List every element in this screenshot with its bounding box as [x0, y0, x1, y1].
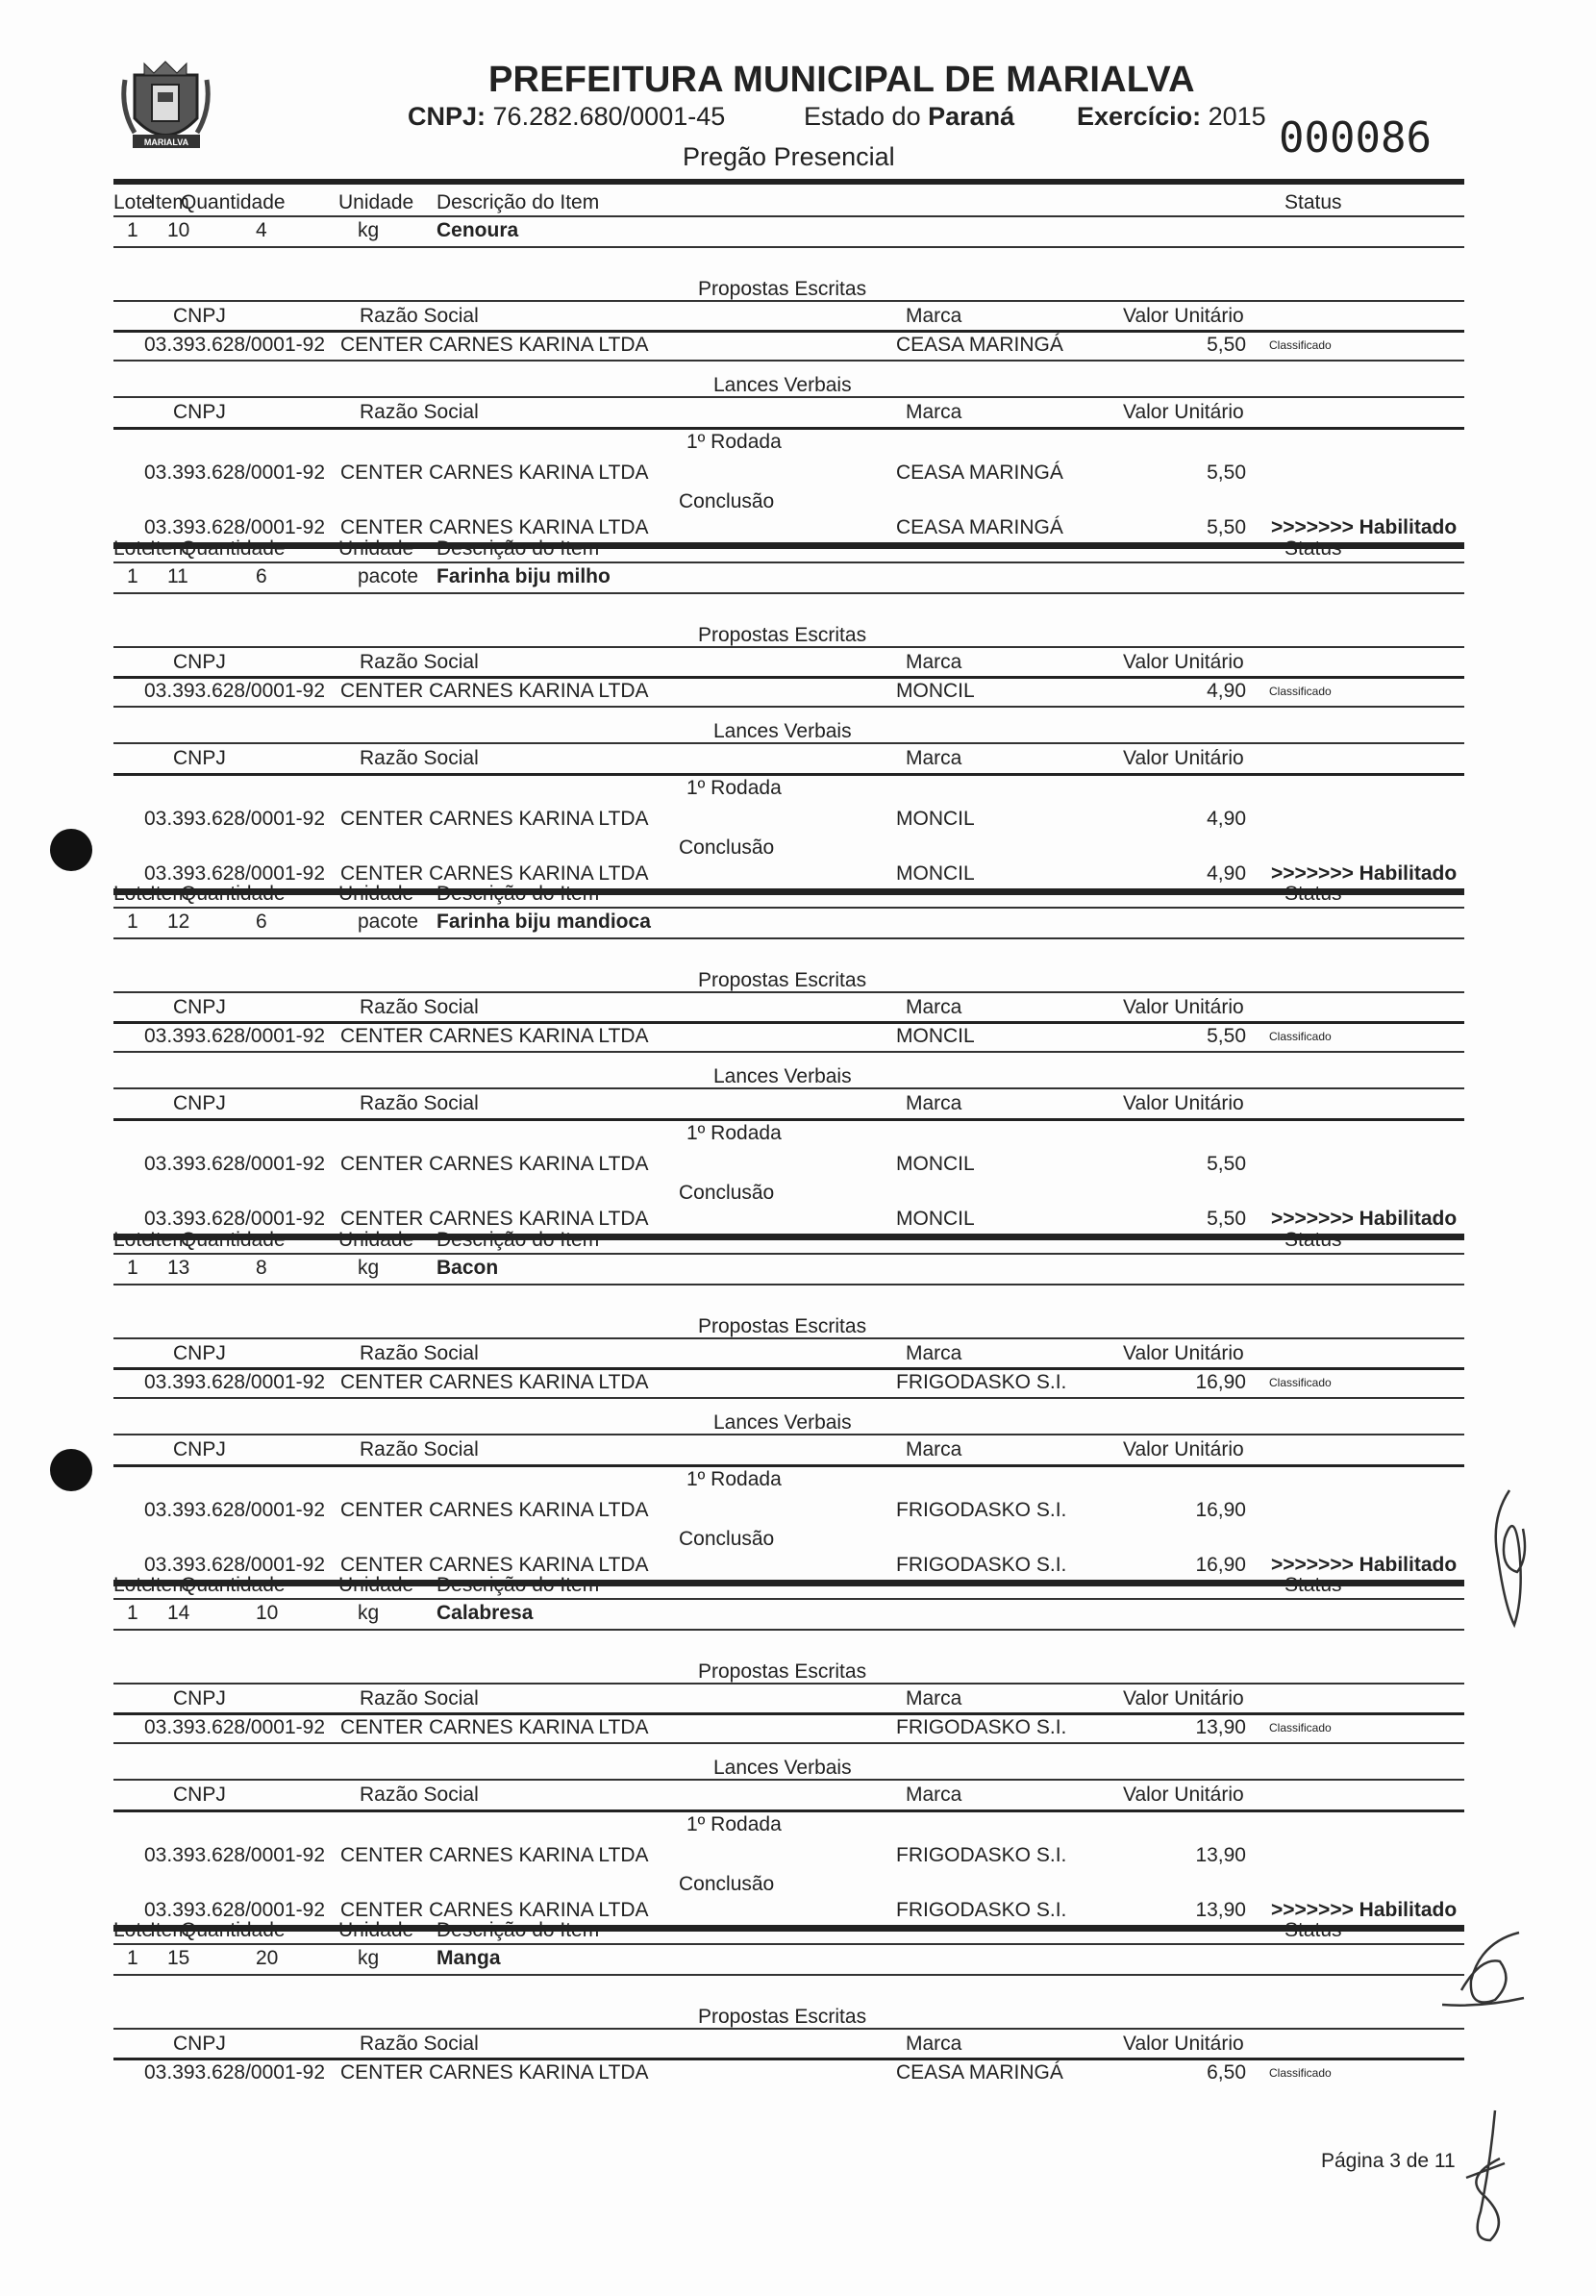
bid-valor: 4,90: [1207, 808, 1246, 830]
bid-razao: CENTER CARNES KARINA LTDA: [340, 1153, 649, 1175]
col-marca-header: Marca: [906, 305, 962, 327]
column-header-row: [113, 1339, 1464, 1368]
page-number: Página 3 de 11: [1321, 2150, 1456, 2172]
col-cnpj-header: CNPJ: [173, 1438, 226, 1460]
bid-marca: MONCIL: [896, 862, 975, 885]
rodada-title: [113, 428, 1464, 457]
item-descricao: Calabresa: [436, 1602, 534, 1624]
col-lote-header: Lote: [113, 537, 153, 560]
exercicio-value: 2015: [1208, 102, 1266, 131]
bid-cnpj: 03.393.628/0001-92: [144, 334, 326, 356]
item-unidade: pacote: [358, 911, 419, 933]
conclusao-title: [113, 834, 1464, 862]
col-quantidade-header: Quantidade: [181, 1919, 286, 1941]
conclusao-label: Conclusão: [679, 490, 775, 512]
rodada-label: 1º Rodada: [686, 777, 782, 799]
item-row: [113, 216, 1464, 245]
bid-cnpj: 03.393.628/0001-92: [144, 1844, 326, 1866]
header-divider: [113, 179, 1464, 185]
bid-valor: 16,90: [1195, 1371, 1246, 1393]
col-cnpj-header: CNPJ: [173, 1342, 226, 1364]
item-header-row: [113, 1226, 1464, 1255]
item-header-row: [113, 535, 1464, 563]
col-cnpj-header: CNPJ: [173, 2033, 226, 2055]
bid-cnpj: 03.393.628/0001-92: [144, 1371, 326, 1393]
status-classificado: Classificado: [1269, 685, 1332, 698]
col-cnpj-header: CNPJ: [173, 1687, 226, 1710]
rodada-title: [113, 1810, 1464, 1839]
bid-razao: CENTER CARNES KARINA LTDA: [340, 334, 649, 356]
bid-marca: CEASA MARINGÁ: [896, 2061, 1063, 2084]
initials-signature: [1442, 1923, 1529, 2029]
col-cnpj-header: CNPJ: [173, 1092, 226, 1114]
propostas-label: Propostas Escritas: [698, 1660, 867, 1683]
lances-label: Lances Verbais: [713, 1411, 852, 1434]
item-unidade: kg: [358, 1602, 380, 1624]
col-marca-header: Marca: [906, 1784, 962, 1806]
bid-row: [113, 805, 1464, 834]
bid-marca: FRIGODASKO S.I.: [896, 1371, 1067, 1393]
bid-razao: CENTER CARNES KARINA LTDA: [340, 516, 649, 538]
item-unidade: kg: [358, 1257, 380, 1279]
col-valor-header: Valor Unitário: [1123, 996, 1244, 1018]
col-item-header: Item: [150, 537, 189, 560]
item-quantidade: 4: [256, 219, 267, 241]
status-habilitado: >>>>>>> Habilitado: [1271, 862, 1458, 885]
col-razao-header: Razão Social: [360, 1092, 479, 1114]
col-item-header: Item: [150, 191, 189, 213]
col-quantidade-header: Quantidade: [181, 1229, 286, 1251]
col-cnpj-header: CNPJ: [173, 747, 226, 769]
divider: [113, 1629, 1464, 1631]
col-item-header: Item: [150, 1574, 189, 1596]
page-title: PREFEITURA MUNICIPAL DE MARIALVA: [488, 60, 1195, 100]
bid-row: [113, 2059, 1464, 2087]
divider: [113, 246, 1464, 248]
item-lote: 1: [127, 1947, 138, 1969]
status-classificado: Classificado: [1269, 2066, 1332, 2080]
item-row: [113, 1944, 1464, 1973]
bid-razao: CENTER CARNES KARINA LTDA: [340, 1554, 649, 1576]
item-lote: 1: [127, 219, 138, 241]
bid-cnpj: 03.393.628/0001-92: [144, 516, 326, 538]
item-unidade: pacote: [358, 565, 419, 587]
propostas-label: Propostas Escritas: [698, 624, 867, 646]
bid-cnpj: 03.393.628/0001-92: [144, 2061, 326, 2084]
bid-razao: CENTER CARNES KARINA LTDA: [340, 1371, 649, 1393]
col-marca-header: Marca: [906, 401, 962, 423]
item-header-row: [113, 188, 1464, 217]
col-item-header: Item: [150, 883, 189, 905]
status-habilitado: >>>>>>> Habilitado: [1271, 1208, 1458, 1230]
col-quantidade-header: Quantidade: [181, 191, 286, 213]
header-exercicio: [1077, 102, 1266, 132]
bid-cnpj: 03.393.628/0001-92: [144, 862, 326, 885]
punch-hole: [50, 829, 92, 871]
bid-razao: CENTER CARNES KARINA LTDA: [340, 1899, 649, 1921]
bid-valor: 5,50: [1207, 516, 1246, 538]
status-habilitado: >>>>>>> Habilitado: [1271, 516, 1458, 538]
divider: [113, 937, 1464, 939]
col-marca-header: Marca: [906, 1438, 962, 1460]
rodada-title: [113, 1465, 1464, 1494]
col-razao-header: Razão Social: [360, 1342, 479, 1364]
lances-label: Lances Verbais: [713, 1065, 852, 1087]
col-descricao-header: Descrição do Item: [436, 1919, 600, 1941]
col-marca-header: Marca: [906, 1687, 962, 1710]
item-quantidade: 8: [256, 1257, 267, 1279]
col-descricao-header: Descrição do Item: [436, 1229, 600, 1251]
item-header-row: [113, 880, 1464, 909]
item-number: 14: [167, 1602, 190, 1624]
conclusao-label: Conclusão: [679, 1873, 775, 1895]
rodada-title: [113, 1119, 1464, 1148]
bid-row: [113, 1368, 1464, 1397]
header-cnpj-line: [408, 102, 725, 132]
bid-valor: 5,50: [1207, 1208, 1246, 1230]
item-header-row: [113, 1571, 1464, 1600]
col-cnpj-header: CNPJ: [173, 401, 226, 423]
propostas-label: Propostas Escritas: [698, 278, 867, 300]
bid-razao: CENTER CARNES KARINA LTDA: [340, 1844, 649, 1866]
bid-valor: 5,50: [1207, 334, 1246, 356]
conclusao-title: [113, 487, 1464, 516]
propostas-label: Propostas Escritas: [698, 969, 867, 991]
bid-valor: 16,90: [1195, 1554, 1246, 1576]
item-row: [113, 1599, 1464, 1628]
conclusao-title: [113, 1179, 1464, 1208]
column-header-row: [113, 1089, 1464, 1118]
lances-label: Lances Verbais: [713, 1757, 852, 1779]
initials-signature: [1481, 1481, 1538, 1635]
item-descricao: Farinha biju mandioca: [436, 911, 651, 933]
item-number: 12: [167, 911, 190, 933]
svg-text:MARIALVA: MARIALVA: [143, 137, 189, 147]
col-quantidade-header: Quantidade: [181, 883, 286, 905]
col-valor-header: Valor Unitário: [1123, 401, 1244, 423]
divider: [113, 1284, 1464, 1285]
item-number: 11: [167, 565, 188, 587]
lances-label: Lances Verbais: [713, 720, 852, 742]
col-unidade-header: Unidade: [338, 1574, 414, 1596]
item-row: [113, 562, 1464, 591]
col-descricao-header: Descrição do Item: [436, 883, 600, 905]
col-status-header: Status: [1284, 883, 1342, 905]
bid-valor: 5,50: [1207, 462, 1246, 484]
conclusao-label: Conclusão: [679, 1182, 775, 1204]
item-descricao: Manga: [436, 1947, 501, 1969]
col-razao-header: Razão Social: [360, 305, 479, 327]
bid-valor: 13,90: [1195, 1716, 1246, 1738]
rodada-label: 1º Rodada: [686, 1813, 782, 1835]
col-status-header: Status: [1284, 1574, 1342, 1596]
divider: [113, 360, 1464, 362]
bid-row: [113, 1150, 1464, 1179]
col-marca-header: Marca: [906, 996, 962, 1018]
col-lote-header: Lote: [113, 191, 153, 213]
bid-row: [113, 1713, 1464, 1742]
coat-of-arms-icon: [115, 56, 216, 157]
col-marca-header: Marca: [906, 1342, 962, 1364]
item-descricao: Cenoura: [436, 219, 519, 241]
bid-marca: MONCIL: [896, 1208, 975, 1230]
exercicio-label: Exercício:: [1077, 102, 1202, 131]
bid-marca: MONCIL: [896, 808, 975, 830]
column-header-row: [113, 993, 1464, 1022]
col-marca-header: Marca: [906, 1092, 962, 1114]
bid-marca: FRIGODASKO S.I.: [896, 1899, 1067, 1921]
conclusao-title: [113, 1870, 1464, 1899]
bid-cnpj: 03.393.628/0001-92: [144, 1499, 326, 1521]
col-unidade-header: Unidade: [338, 537, 414, 560]
cnpj-value: 76.282.680/0001-45: [492, 102, 726, 131]
bid-row: [113, 459, 1464, 487]
item-quantidade: 20: [256, 1947, 279, 1969]
item-quantidade: 10: [256, 1602, 279, 1624]
rodada-title: [113, 774, 1464, 803]
bid-marca: MONCIL: [896, 680, 975, 702]
item-number: 15: [167, 1947, 190, 1969]
bid-row: [113, 677, 1464, 706]
column-header-row: [113, 1685, 1464, 1713]
bid-cnpj: 03.393.628/0001-92: [144, 1716, 326, 1738]
col-descricao-header: Descrição do Item: [436, 1574, 600, 1596]
col-marca-header: Marca: [906, 747, 962, 769]
bid-razao: CENTER CARNES KARINA LTDA: [340, 862, 649, 885]
bid-cnpj: 03.393.628/0001-92: [144, 1899, 326, 1921]
bid-row: [113, 1841, 1464, 1870]
lances-label: Lances Verbais: [713, 374, 852, 396]
col-lote-header: Lote: [113, 883, 153, 905]
bid-razao: CENTER CARNES KARINA LTDA: [340, 808, 649, 830]
item-quantidade: 6: [256, 911, 267, 933]
header-estado: [804, 102, 1014, 132]
bid-marca: FRIGODASKO S.I.: [896, 1499, 1067, 1521]
status-classificado: Classificado: [1269, 338, 1332, 352]
bid-razao: CENTER CARNES KARINA LTDA: [340, 1716, 649, 1738]
divider: [113, 1397, 1464, 1399]
bid-cnpj: 03.393.628/0001-92: [144, 462, 326, 484]
cnpj-label: CNPJ:: [408, 102, 486, 131]
initials-signature: [1452, 2106, 1519, 2250]
col-cnpj-header: CNPJ: [173, 996, 226, 1018]
bid-cnpj: 03.393.628/0001-92: [144, 1025, 326, 1047]
bid-cnpj: 03.393.628/0001-92: [144, 808, 326, 830]
bid-valor: 4,90: [1207, 862, 1246, 885]
bid-row: [113, 1022, 1464, 1051]
column-header-row: [113, 744, 1464, 773]
item-number: 13: [167, 1257, 190, 1279]
item-number: 10: [167, 219, 190, 241]
bid-valor: 5,50: [1207, 1153, 1246, 1175]
bid-valor: 13,90: [1195, 1899, 1246, 1921]
bid-razao: CENTER CARNES KARINA LTDA: [340, 2061, 649, 2084]
bid-marca: CEASA MARINGÁ: [896, 462, 1063, 484]
col-cnpj-header: CNPJ: [173, 305, 226, 327]
col-razao-header: Razão Social: [360, 2033, 479, 2055]
bid-cnpj: 03.393.628/0001-92: [144, 1554, 326, 1576]
bid-razao: CENTER CARNES KARINA LTDA: [340, 1025, 649, 1047]
bid-valor: 5,50: [1207, 1025, 1246, 1047]
item-lote: 1: [127, 1602, 138, 1624]
divider: [113, 1742, 1464, 1744]
col-unidade-header: Unidade: [338, 191, 414, 213]
col-valor-header: Valor Unitário: [1123, 747, 1244, 769]
bid-marca: CEASA MARINGÁ: [896, 334, 1063, 356]
bid-valor: 4,90: [1207, 680, 1246, 702]
col-razao-header: Razão Social: [360, 1784, 479, 1806]
bid-row: [113, 331, 1464, 360]
propostas-label: Propostas Escritas: [698, 2006, 867, 2028]
bid-valor: 16,90: [1195, 1499, 1246, 1521]
col-cnpj-header: CNPJ: [173, 1784, 226, 1806]
bid-marca: FRIGODASKO S.I.: [896, 1844, 1067, 1866]
status-classificado: Classificado: [1269, 1030, 1332, 1043]
bid-cnpj: 03.393.628/0001-92: [144, 1208, 326, 1230]
item-header-row: [113, 1916, 1464, 1945]
bid-razao: CENTER CARNES KARINA LTDA: [340, 1208, 649, 1230]
bid-cnpj: 03.393.628/0001-92: [144, 1153, 326, 1175]
item-unidade: kg: [358, 219, 380, 241]
status-habilitado: >>>>>>> Habilitado: [1271, 1554, 1458, 1576]
bid-row: [113, 1496, 1464, 1525]
estado-prefix: Estado do: [804, 102, 921, 131]
col-razao-header: Razão Social: [360, 651, 479, 673]
bid-razao: CENTER CARNES KARINA LTDA: [340, 680, 649, 702]
punch-hole: [50, 1449, 92, 1491]
modalidade: Pregão Presencial: [683, 142, 895, 171]
status-habilitado: >>>>>>> Habilitado: [1271, 1899, 1458, 1921]
divider: [113, 1974, 1464, 1976]
item-quantidade: 6: [256, 565, 267, 587]
item-descricao: Bacon: [436, 1257, 499, 1279]
col-descricao-header: Descrição do Item: [436, 191, 600, 213]
bid-marca: CEASA MARINGÁ: [896, 516, 1063, 538]
col-valor-header: Valor Unitário: [1123, 1687, 1244, 1710]
col-valor-header: Valor Unitário: [1123, 1438, 1244, 1460]
col-unidade-header: Unidade: [338, 1229, 414, 1251]
col-lote-header: Lote: [113, 1574, 153, 1596]
col-cnpj-header: CNPJ: [173, 651, 226, 673]
col-razao-header: Razão Social: [360, 747, 479, 769]
bid-cnpj: 03.393.628/0001-92: [144, 680, 326, 702]
bid-marca: MONCIL: [896, 1153, 975, 1175]
rodada-label: 1º Rodada: [686, 431, 782, 453]
bid-razao: CENTER CARNES KARINA LTDA: [340, 1499, 649, 1521]
rodada-label: 1º Rodada: [686, 1122, 782, 1144]
col-lote-header: Lote: [113, 1919, 153, 1941]
col-item-header: Item: [150, 1229, 189, 1251]
col-valor-header: Valor Unitário: [1123, 651, 1244, 673]
divider: [113, 1051, 1464, 1053]
col-descricao-header: Descrição do Item: [436, 537, 600, 560]
propostas-label: Propostas Escritas: [698, 1315, 867, 1337]
column-header-row: [113, 2030, 1464, 2059]
col-item-header: Item: [150, 1919, 189, 1941]
col-valor-header: Valor Unitário: [1123, 1342, 1244, 1364]
col-quantidade-header: Quantidade: [181, 537, 286, 560]
col-status-header: Status: [1284, 191, 1342, 213]
divider: [113, 592, 1464, 594]
col-valor-header: Valor Unitário: [1123, 305, 1244, 327]
item-lote: 1: [127, 911, 138, 933]
column-header-row: [113, 302, 1464, 331]
item-lote: 1: [127, 565, 138, 587]
col-status-header: Status: [1284, 1919, 1342, 1941]
col-lote-header: Lote: [113, 1229, 153, 1251]
status-classificado: Classificado: [1269, 1721, 1332, 1734]
col-quantidade-header: Quantidade: [181, 1574, 286, 1596]
bid-valor: 6,50: [1207, 2061, 1246, 2084]
item-descricao: Farinha biju milho: [436, 565, 611, 587]
col-razao-header: Razão Social: [360, 401, 479, 423]
bid-marca: MONCIL: [896, 1025, 975, 1047]
col-marca-header: Marca: [906, 2033, 962, 2055]
conclusao-title: [113, 1525, 1464, 1554]
bid-marca: FRIGODASKO S.I.: [896, 1716, 1067, 1738]
conclusao-label: Conclusão: [679, 1528, 775, 1550]
col-razao-header: Razão Social: [360, 1687, 479, 1710]
col-status-header: Status: [1284, 1229, 1342, 1251]
col-unidade-header: Unidade: [338, 1919, 414, 1941]
col-valor-header: Valor Unitário: [1123, 1092, 1244, 1114]
col-razao-header: Razão Social: [360, 996, 479, 1018]
item-row: [113, 908, 1464, 936]
estado-name: Paraná: [928, 102, 1015, 131]
col-valor-header: Valor Unitário: [1123, 2033, 1244, 2055]
bid-razao: CENTER CARNES KARINA LTDA: [340, 462, 649, 484]
rodada-label: 1º Rodada: [686, 1468, 782, 1490]
item-unidade: kg: [358, 1947, 380, 1969]
column-header-row: [113, 648, 1464, 677]
bid-marca: FRIGODASKO S.I.: [896, 1554, 1067, 1576]
item-lote: 1: [127, 1257, 138, 1279]
divider: [113, 706, 1464, 708]
bid-valor: 13,90: [1195, 1844, 1246, 1866]
col-status-header: Status: [1284, 537, 1342, 560]
column-header-row: [113, 1435, 1464, 1464]
col-unidade-header: Unidade: [338, 883, 414, 905]
column-header-row: [113, 1781, 1464, 1809]
col-marca-header: Marca: [906, 651, 962, 673]
col-valor-header: Valor Unitário: [1123, 1784, 1244, 1806]
column-header-row: [113, 398, 1464, 427]
conclusao-label: Conclusão: [679, 836, 775, 859]
item-row: [113, 1254, 1464, 1283]
col-razao-header: Razão Social: [360, 1438, 479, 1460]
status-classificado: Classificado: [1269, 1376, 1332, 1389]
document-number: 000086: [1279, 113, 1432, 162]
